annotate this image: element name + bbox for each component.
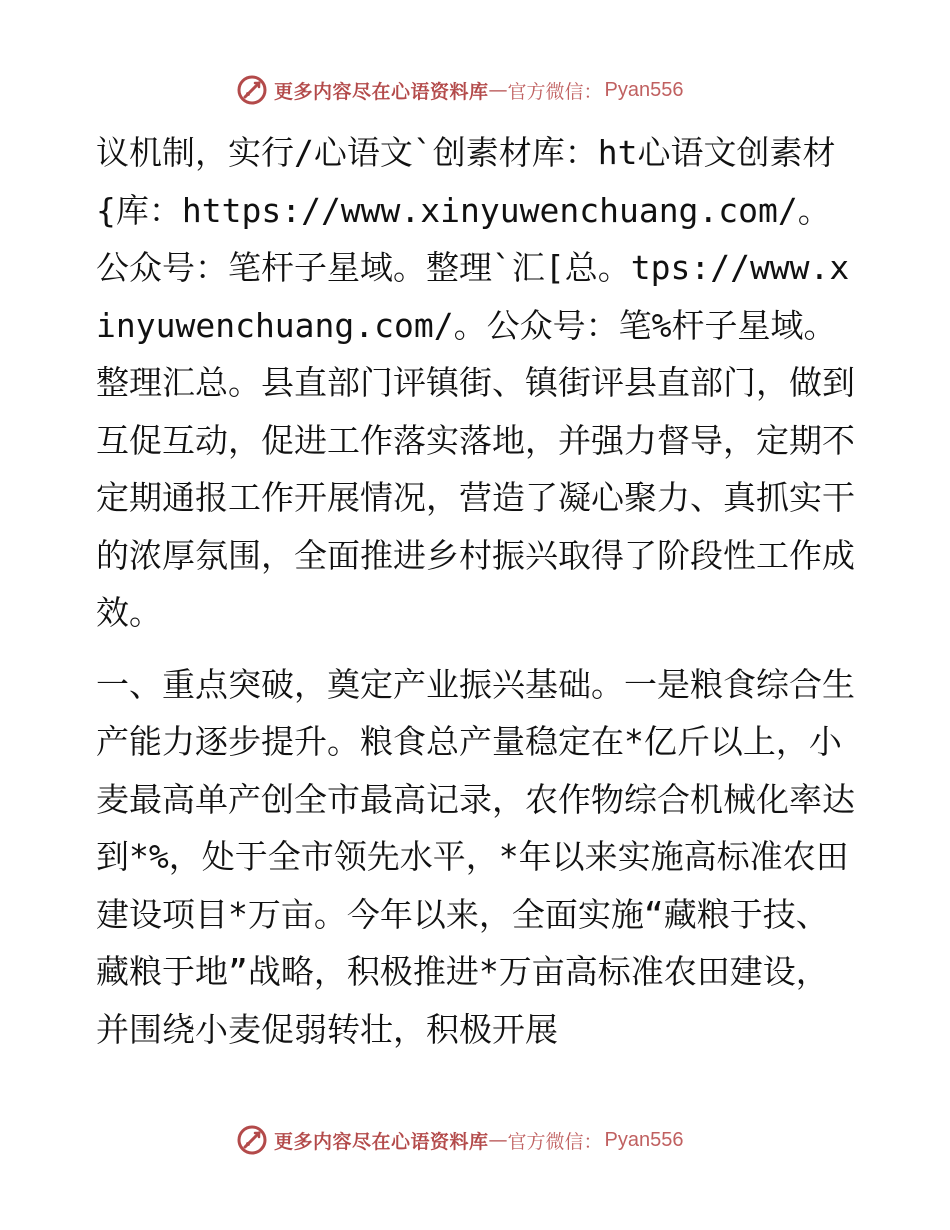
logo-icon [236, 74, 268, 106]
header-wechat-id: Pyan556 [604, 78, 684, 101]
footer-wechat-id: Pyan556 [604, 1128, 684, 1151]
body-paragraph-1: 议机制，实行/心语文`创素材库：ht心语文创素材{库：https://www.xinyuwenchuang.com/。公众号：笔杆子星域。整理`汇[总。tps://www.xinyuwenchuang.com/。公众号：笔%杆子星域。整理汇总。县直部门评镇街、镇街评县直部门，做到互促互动，促进工作落实落地，并强力督导，定期不定期通报工作开展情况，营造了凝心聚力、真抓实干的浓厚氛围，全面推进乡村振兴取得了阶段性工作成效。 [96, 133, 855, 632]
footer-banner-dash: — [488, 1129, 508, 1151]
footer-wechat-label: 官方微信： [507, 1130, 603, 1153]
footer-banner-text: 更多内容尽在心语资料库 [274, 1130, 489, 1153]
logo-icon [236, 1124, 268, 1156]
header-wechat-label: 官方微信： [507, 80, 603, 103]
header-banner-text: 更多内容尽在心语资料库 [274, 80, 489, 103]
body-paragraph-2: 一、重点突破，奠定产业振兴基础。一是粮食综合生产能力逐步提升。粮食总产量稳定在*亿斤以上，小麦最高单产创全市最高记录，农作物综合机械化率达到*%，处于全市领先水平，*年以来实施高标准农田建设项目*万亩。今年以来，全面实施“藏粮于技、藏粮于地”战略，积极推进*万亩高标准农田建设，并围绕小麦促弱转壮，积极开展 [96, 664, 855, 1049]
document-body [96, 124, 856, 1058]
page-header [236, 72, 684, 108]
page-footer [236, 1122, 684, 1158]
header-banner-dash: — [488, 79, 508, 101]
